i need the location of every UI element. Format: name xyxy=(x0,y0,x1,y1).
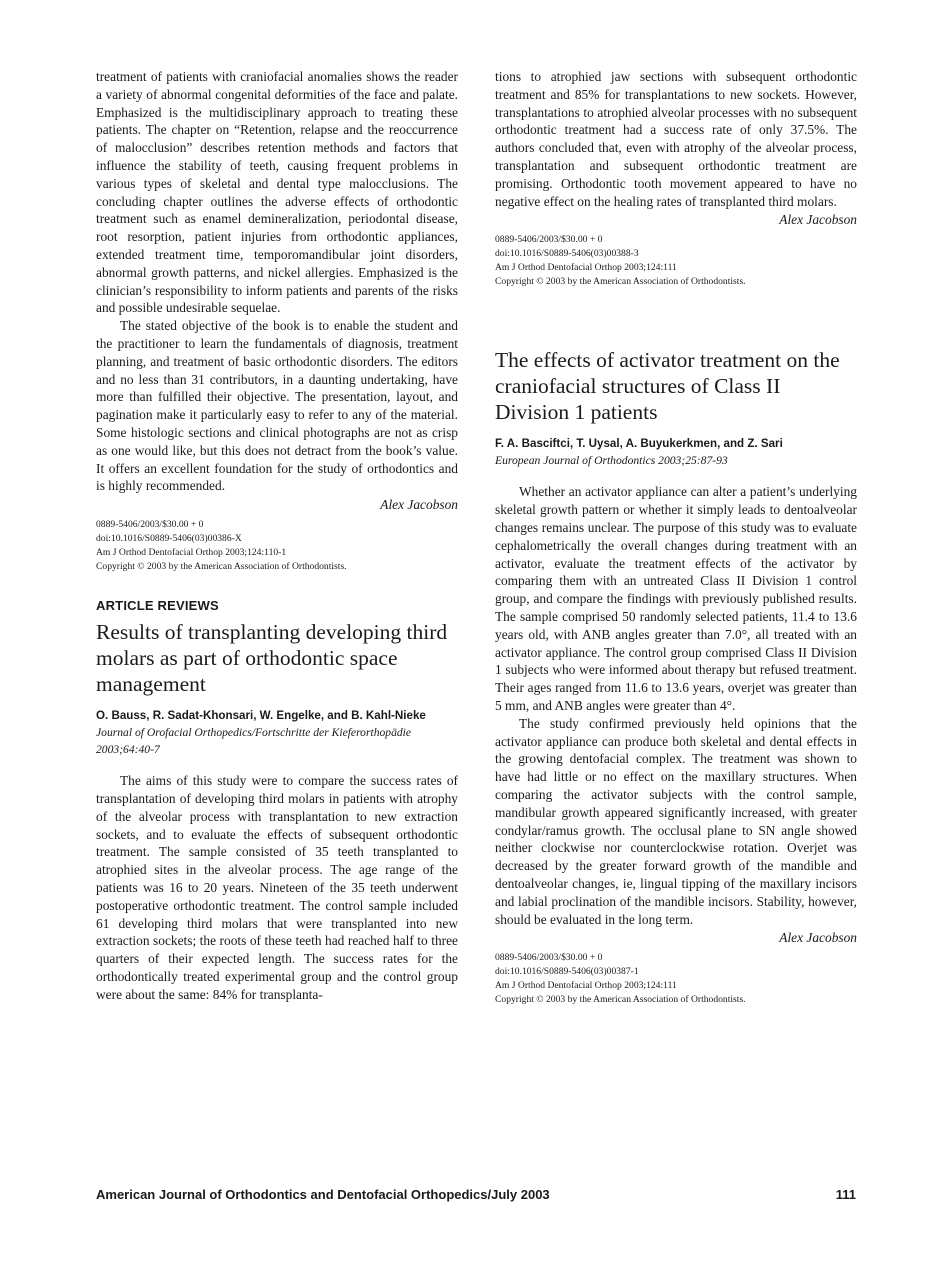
price-code: 0889-5406/2003/$30.00 + 0 xyxy=(495,952,603,964)
page-footer xyxy=(96,1187,856,1202)
copyright: Copyright © 2003 by the American Association of Orthodontists. xyxy=(495,276,746,288)
body-paragraph: tions to atrophied jaw sections with subsequent orthodontic treatment and 85% for transplantations to new sockets. However, transplantations to atrophied alveolar processes with no subsequent orthodontic treatment had a success rate of only 37.5%. The authors concluded that, even with atrophy of the alveolar process, transplantation and subsequent orthodontic treatment are promising. Orthodontic tooth movement appeared to have no negative effect on the healing rates of transplanted third molars. xyxy=(495,69,857,209)
article-body: The study confirmed previously held opinions that the activator appliance can produce both skeletal and dental effects in the growing dentofacial complex. The treatment was shown to have had little or no effect on the maxillary structures. When comparing the activator subjects with the control sample, mandibular growth appeared significantly increased, with greater condylar/ramus growth. The occlusal plane to SN angle showed neither clockwise nor counterclockwise rotation. Overjet was decreased by the greater forward growth of the mandible and dentoalveolar changes, ie, lingual tipping of the maxillary incisors and labial proclination of the mandible incisors. Stability, however, should be evaluated in the long term. xyxy=(495,715,857,927)
article-metadata xyxy=(96,518,458,574)
copyright: Copyright © 2003 by the American Association of Orthodontists. xyxy=(96,561,347,573)
article-body: Whether an activator appliance can alter a patient’s underlying skeletal growth pattern or whether it simply leads to dentoalveolar changes remains unclear. The purpose of this study was to evaluate cephalometrically the overall changes during treatment with an activator, evaluate the treatment effects of the activator by comparing them with an untreated Class II Division 1 control group, and compare the findings with previously published results. The sample comprised 50 randomly selected patients, 11.4 to 13.6 years old, with ANB angles greater than 7.0°, all treated with an activator appliance. The control group comprised Class II Division 1 subjects who were informed about therapy but refused treatment. Their ages ranged from 11.6 to 13.6 years, overjet was greater than 5 mm, and ANB angles were greater than 4°. xyxy=(495,484,857,713)
article-authors: F. A. Basciftci, T. Uysal, A. Buyukerkmen, and Z. Sari xyxy=(495,437,783,451)
article-metadata xyxy=(495,233,857,289)
price-code: 0889-5406/2003/$30.00 + 0 xyxy=(96,519,204,531)
copyright: Copyright © 2003 by the American Association of Orthodontists. xyxy=(495,994,746,1006)
reviewer-signature: Alex Jacobson xyxy=(779,930,857,946)
reviewer-signature: Alex Jacobson xyxy=(779,212,857,228)
article-metadata xyxy=(495,951,857,1007)
citation: Am J Orthod Dentofacial Orthop 2003;124:111 xyxy=(495,262,677,274)
footer-journal: American Journal of Orthodontics and Dentofacial Orthopedics/July 2003 xyxy=(96,1187,550,1202)
doi: doi:10.1016/S0889-5406(03)00388-3 xyxy=(495,248,639,260)
right-column xyxy=(495,68,857,1007)
citation: Am J Orthod Dentofacial Orthop 2003;124:111 xyxy=(495,980,677,992)
left-column xyxy=(96,68,458,1003)
article-journal: Journal of Orofacial Orthopedics/Fortschritte der Kieferorthopädie 2003;64:40-7 xyxy=(96,726,412,757)
article-title: The effects of activator treatment on the craniofacial structures of Class II Division 1 patients xyxy=(495,348,840,425)
article-body: The aims of this study were to compare the success rates of transplantation of developing third molars in patients with atrophy of the alveolar process with transplantation to new extraction sockets, and to evaluate the effects of subsequent orthodontic treatment. The sample consisted of 35 teeth transplanted to atrophied sites in the alveolar process. The age range of the patients was 16 to 20 years. Nineteen of the 35 teeth underwent postoperative orthodontic treatment. The control sample included 61 developing third molars that were transplanted into new extraction sockets; the roots of these teeth had reached half to three quarters of their expected length. The success rates for the orthodontically treated experimental group and the control group were about the same: 84% for transplanta- xyxy=(96,773,458,1002)
body-paragraph: treatment of patients with craniofacial anomalies shows the reader a variety of abnormal congenital deformities of the face and palate. Emphasized is the multidisciplinary approach to treating these patients. The chapter on “Retention, relapse and the reoccurrence of malocclusion” describes retention methods and factors that influence the stability of teeth, causing frequent problems in various types of skeletal and dental type malocclusions. The concluding chapter outlines the adverse effects of orthodontic treatment such as enamel demineralization, periodontal disease, root resorption, patient injuries from orthodontic appliances, extended treatment time, temporomandibular joint disorders, abnormal growth patterns, and nickel allergies. Emphasized is the clinician’s responsibility to inform patients and parents of the risks and possible undesirable sequelae. xyxy=(96,69,458,316)
reviewer-signature: Alex Jacobson xyxy=(380,497,458,513)
article-journal: European Journal of Orthodontics 2003;25:87-93 xyxy=(495,454,728,468)
article-authors: O. Bauss, R. Sadat-Khonsari, W. Engelke, and B. Kahl-Nieke xyxy=(96,709,426,723)
page-number: 111 xyxy=(835,1187,856,1202)
article-title: Results of transplanting developing third molars as part of orthodontic space management xyxy=(96,620,448,697)
body-paragraph: The stated objective of the book is to enable the student and the practitioner to learn the fundamentals of diagnosis, treatment planning, and treatment of basic orthodontic disorders. The editors and no less than 31 contributors, in a daunting undertaking, have more than fulfilled their objective. The presentation, layout, and pagination make it particularly easy to refer to any of the material. Some histologic sections and clinical photographs are not as crisp as one would like, but this does not detract from the book’s value. It offers an excellent foundation for the study of orthodontics and is highly recommended. xyxy=(96,318,458,494)
citation: Am J Orthod Dentofacial Orthop 2003;124:110-1 xyxy=(96,547,287,559)
doi: doi:10.1016/S0889-5406(03)00386-X xyxy=(96,533,242,545)
price-code: 0889-5406/2003/$30.00 + 0 xyxy=(495,234,603,246)
section-label: ARTICLE REVIEWS xyxy=(96,598,219,614)
doi: doi:10.1016/S0889-5406(03)00387-1 xyxy=(495,966,639,978)
